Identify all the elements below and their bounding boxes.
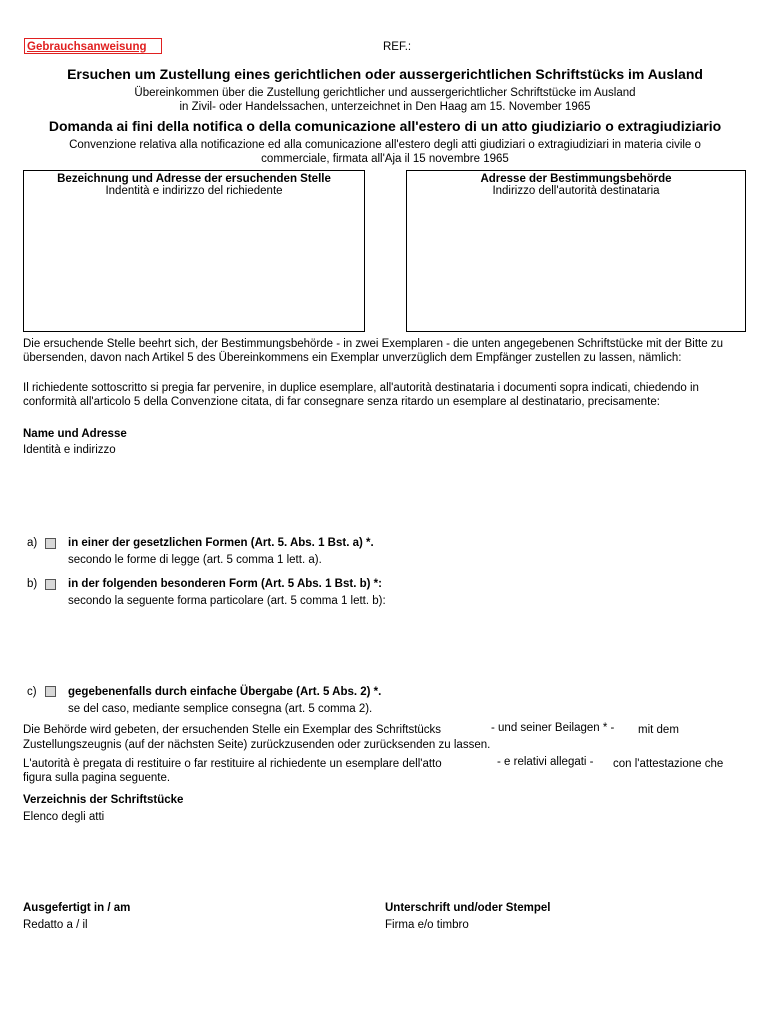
return-de-part1: Die Behörde wird gebeten, der ersuchenden Stelle ein Exemplar des Schriftstücks	[23, 724, 442, 736]
instructions-link[interactable]: Gebrauchsanweisung	[24, 38, 162, 54]
option-a-letter: a)	[27, 537, 38, 549]
option-a-checkbox[interactable]	[45, 538, 56, 549]
place-date-label-it: Redatto a / il	[23, 919, 88, 931]
recipient-label-it: Identità e indirizzo	[23, 444, 116, 456]
intro-de: Die ersuchende Stelle beehrt sich, der Bestimmungsbehörde - in zwei Exemplaren - die unten angegebenen Schriftstücke mit der Bitte zu übersenden, davon nach Artikel 5 des Übereinkommens ein Exemplar unverzüglich dem Empfänger zustellen zu lassen, nämlich:	[23, 338, 723, 364]
return-de-line2: Zustellungszeugnis (auf der nächsten Seite) zurückzusenden oder zurücksenden zu lassen.	[23, 739, 491, 751]
destination-authority-box[interactable]	[406, 170, 746, 332]
title-de: Ersuchen um Zustellung eines gerichtlichen oder aussergerichtlichen Schriftstücks im Ausland	[67, 66, 703, 82]
recipient-label-de: Name und Adresse	[23, 428, 127, 440]
option-c-label-de: gegebenenfalls durch einfache Übergabe (Art. 5 Abs. 2) *.	[68, 686, 382, 698]
subtitle-it: Convenzione relativa alla notificazione ed alla comunicazione all'estero degli atti giudiziari o extragiudiziari in materia civile o commerciale, firmata all'Aja il 15 novembre 1965	[69, 139, 701, 165]
option-c-label-it: se del caso, mediante semplice consegna (art. 5 comma 2).	[68, 703, 373, 715]
destination-authority-label-it: Indirizzo dell'autorità destinataria	[492, 185, 660, 197]
intro-it: Il richiedente sottoscritto si pregia far pervenire, in duplice esemplare, all'autorità destinataria i documenti sopra indicati, chiedendo in conformità all'articolo 5 della Convenzione citata, di far consegnare senza ritardo un esemplare al destinatario, precisamente:	[23, 382, 699, 408]
option-c-checkbox[interactable]	[45, 686, 56, 697]
option-c-letter: c)	[27, 686, 37, 698]
option-b-checkbox[interactable]	[45, 579, 56, 590]
place-date-label-de: Ausgefertigt in / am	[23, 902, 131, 914]
return-it-line2: figura sulla pagina seguente.	[23, 772, 171, 784]
return-it-attachments: - e relativi allegati -	[497, 756, 594, 768]
destination-authority-label-de: Adresse der Bestimmungsbehörde	[480, 173, 672, 185]
option-b-label-it: secondo la seguente forma particolare (art. 5 comma 1 lett. b):	[68, 595, 386, 607]
option-b-label-de: in der folgenden besonderen Form (Art. 5 Abs. 1 Bst. b) *:	[68, 578, 382, 590]
documents-label-it: Elenco degli atti	[23, 811, 105, 823]
return-de-enclosures: - und seiner Beilagen * -	[491, 722, 615, 734]
ref-label: REF.:	[383, 41, 412, 53]
option-b-letter: b)	[27, 578, 38, 590]
option-a-label-it: secondo le forme di legge (art. 5 comma 1 lett. a).	[68, 554, 322, 566]
return-de-part3: mit dem	[638, 724, 679, 736]
subtitle-de: Übereinkommen über die Zustellung gerichtlicher und aussergerichtlicher Schriftstücke im Ausland in Zivil- oder Handelssachen, unterzeichnet in Den Haag am 15. November 1965	[134, 87, 636, 113]
signature-label-de: Unterschrift und/oder Stempel	[385, 902, 551, 914]
option-a-label-de: in einer der gesetzlichen Formen (Art. 5. Abs. 1 Bst. a) *.	[68, 537, 374, 549]
signature-label-it: Firma e/o timbro	[385, 919, 469, 931]
title-it: Domanda ai fini della notifica o della comunicazione all'estero di un atto giudiziario o extragiudiziario	[48, 118, 722, 134]
requesting-authority-box[interactable]	[23, 170, 365, 332]
return-it-part3: con l'attestazione che	[613, 758, 724, 770]
requesting-authority-label-it: Indentità e indirizzo del richiedente	[105, 185, 283, 197]
requesting-authority-label-de: Bezeichnung und Adresse der ersuchenden Stelle	[57, 173, 331, 185]
return-it-part1: L'autorità è pregata di restituire o far restituire al richiedente un esemplare dell'atto	[23, 758, 442, 770]
documents-label-de: Verzeichnis der Schriftstücke	[23, 794, 184, 806]
